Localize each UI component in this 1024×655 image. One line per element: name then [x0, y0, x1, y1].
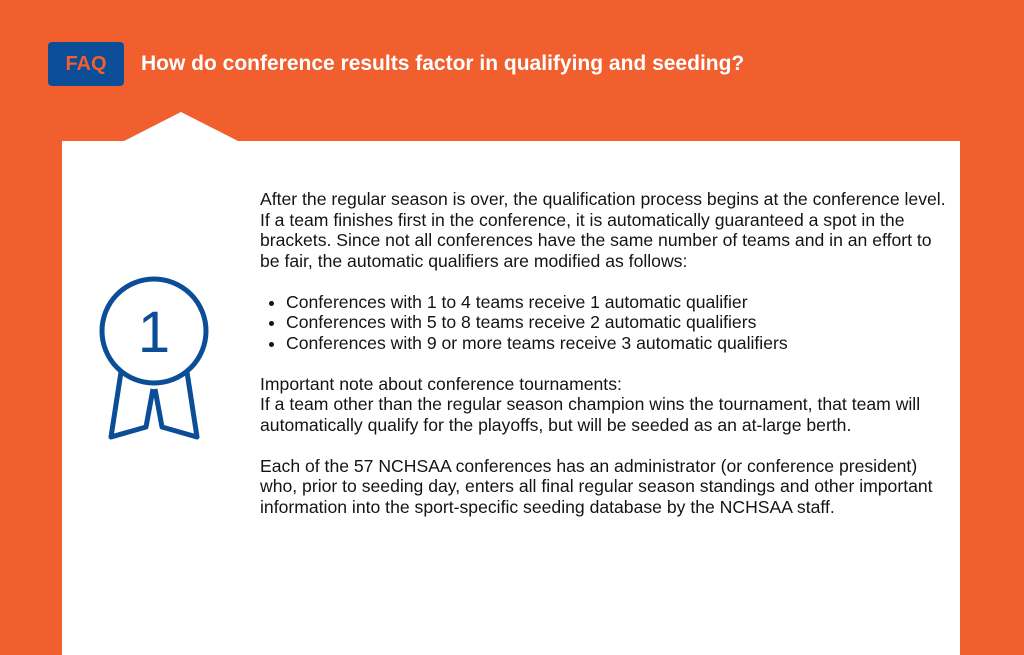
- faq-header: [48, 42, 744, 86]
- list-item: • Conferences with 9 or more teams receive 3 automatic qualifiers: [286, 333, 950, 354]
- closing-paragraph: Each of the 57 NCHSAA conferences has an administrator (or conference president) who, prior to seeding day, enters all final regular season standings and other important information into the sport-specific seeding database by the NCHSAA staff.: [260, 455, 933, 517]
- award-ribbon-icon: [94, 276, 214, 444]
- note-text: If a team other than the regular season champion wins the tournament, that team will automatically qualify for the playoffs, but will be seeded as an at-large berth.: [260, 394, 921, 435]
- faq-badge: FAQ: [48, 42, 124, 86]
- answer-body: [260, 189, 950, 517]
- list-item: • Conferences with 1 to 4 teams receive 1 automatic qualifier: [286, 292, 950, 313]
- qualifier-list: [260, 292, 950, 354]
- note-heading: Important note about conference tournaments:: [260, 373, 622, 394]
- award-number: 1: [137, 300, 171, 365]
- list-item: • Conferences with 5 to 8 teams receive 2 automatic qualifiers: [286, 312, 950, 333]
- intro-paragraph: After the regular season is over, the qualification process begins at the conference level. If a team finishes first in the conference, it is automatically guaranteed a spot in the brackets. Since not all conferences have the same number of teams and in an effort to be fair, the automatic qualifiers are modified as follows:: [260, 189, 946, 271]
- card-pointer: [124, 112, 238, 141]
- faq-question: How do conference results factor in qualifying and seeding?: [141, 52, 745, 75]
